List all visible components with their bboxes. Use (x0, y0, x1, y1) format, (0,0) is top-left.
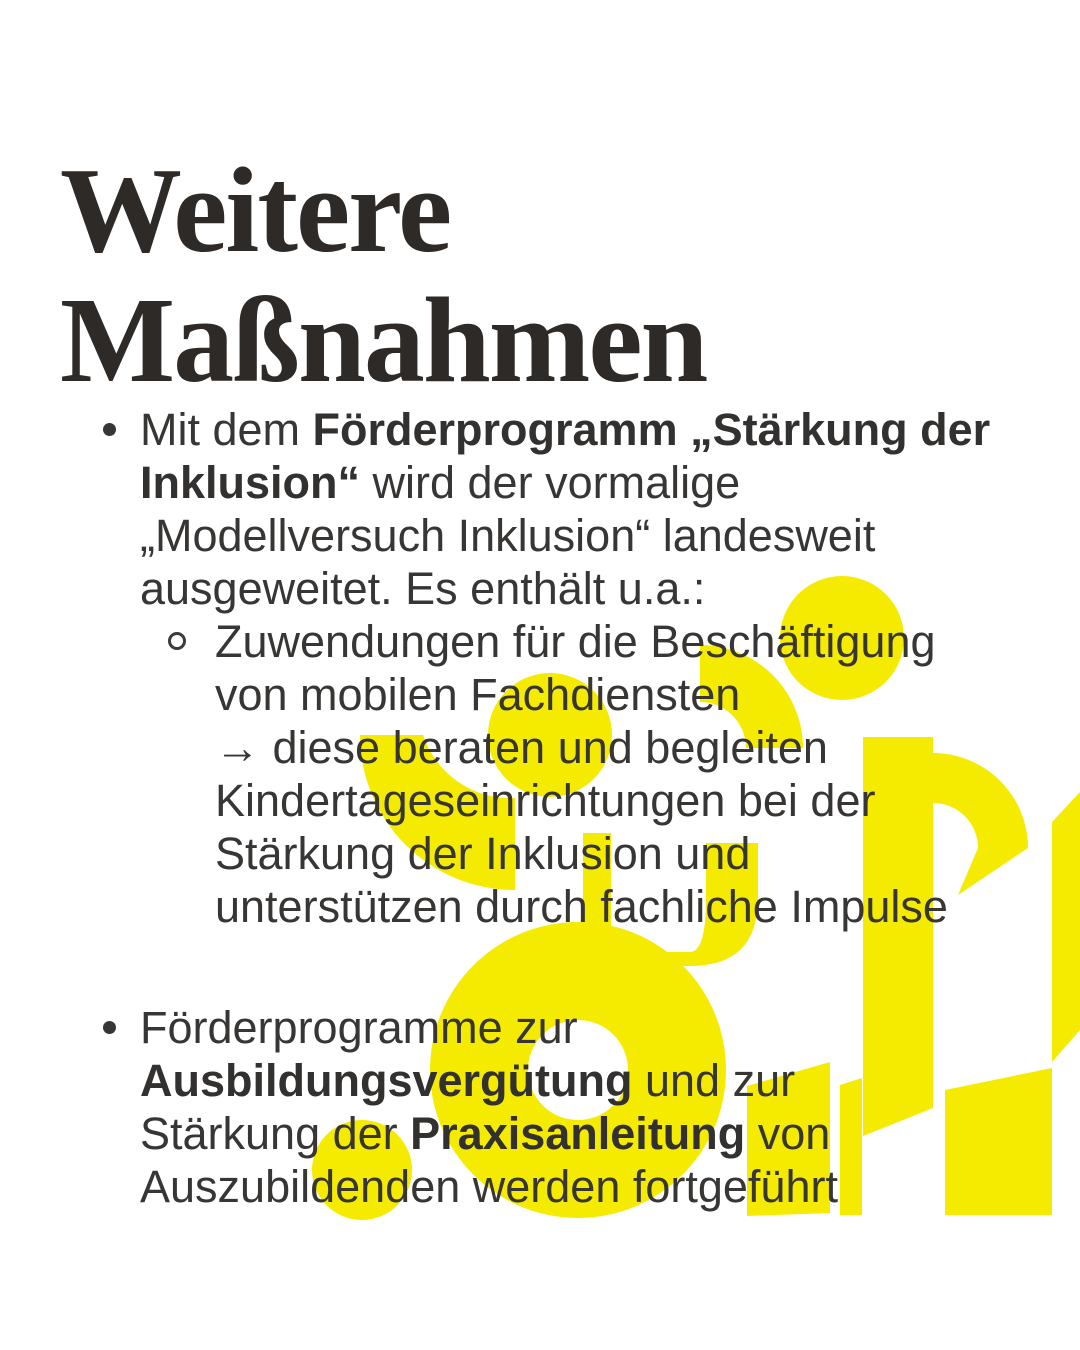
text-line (140, 1160, 838, 1213)
text-segment-bold: Inklusion“ (140, 457, 361, 508)
text-line (140, 403, 990, 456)
bullet-dot-icon (103, 1021, 116, 1034)
text-segment: von (745, 1108, 831, 1159)
text-segment-bold: Förderprogramm „Stärkung der (312, 404, 991, 455)
text-line (215, 615, 948, 668)
text-segment: ausgeweitet. Es enthält u.a.: (140, 563, 706, 614)
text-segment: unterstützen durch fachliche Impulse (215, 881, 948, 932)
text-line (215, 774, 948, 827)
text-line (140, 562, 990, 615)
text-segment-bold: Praxisanleitung (410, 1108, 746, 1159)
bullet-item-2 (168, 615, 1080, 933)
text-segment: von mobilen Fachdiensten (215, 669, 741, 720)
page-title-line-2: Maßnahmen (60, 272, 707, 408)
page-title-line-1: Weitere (60, 142, 451, 278)
text-line (215, 721, 948, 774)
text-line (140, 1107, 838, 1160)
text-segment: Stärkung der (140, 1108, 411, 1159)
text-segment-bold: Ausbildungsvergütung (140, 1055, 633, 1106)
text-line (140, 456, 990, 509)
text-segment: „Modellversuch Inklusion“ landesweit (140, 510, 876, 561)
text-line (215, 827, 948, 880)
bullet-dot-icon (103, 423, 116, 436)
bullet-marker-column (168, 615, 215, 650)
text-segment: Stärkung der Inklusion und (215, 828, 751, 879)
text-segment: Kindertageseinrichtungen bei der (215, 775, 876, 826)
bullet-marker-column (103, 1001, 140, 1034)
text-segment: Mit dem (140, 404, 313, 455)
bullet-item-1 (103, 403, 1080, 615)
text-segment: und zur (632, 1055, 796, 1106)
text-line (140, 509, 990, 562)
text-segment: → diese beraten und begleiten (215, 722, 828, 773)
text-segment: wird der vormalige (360, 457, 741, 508)
text-segment: Auszubildenden werden fortgeführt (140, 1161, 838, 1212)
text-line (140, 1054, 838, 1107)
bullet-text (215, 615, 948, 933)
text-segment: Zuwendungen für die Beschäftigung (215, 616, 936, 667)
bullet-item-3 (103, 1001, 1080, 1213)
bullet-list (0, 403, 1080, 1213)
text-line (215, 880, 948, 933)
page-title (60, 142, 707, 408)
text-segment: Förderprogramme zur (140, 1002, 578, 1053)
text-line (140, 1001, 838, 1054)
bullet-marker-column (103, 403, 140, 436)
text-line (215, 668, 948, 721)
hollow-bullet-icon (168, 632, 186, 650)
bullet-text (140, 1001, 838, 1213)
bullet-text (140, 403, 990, 615)
